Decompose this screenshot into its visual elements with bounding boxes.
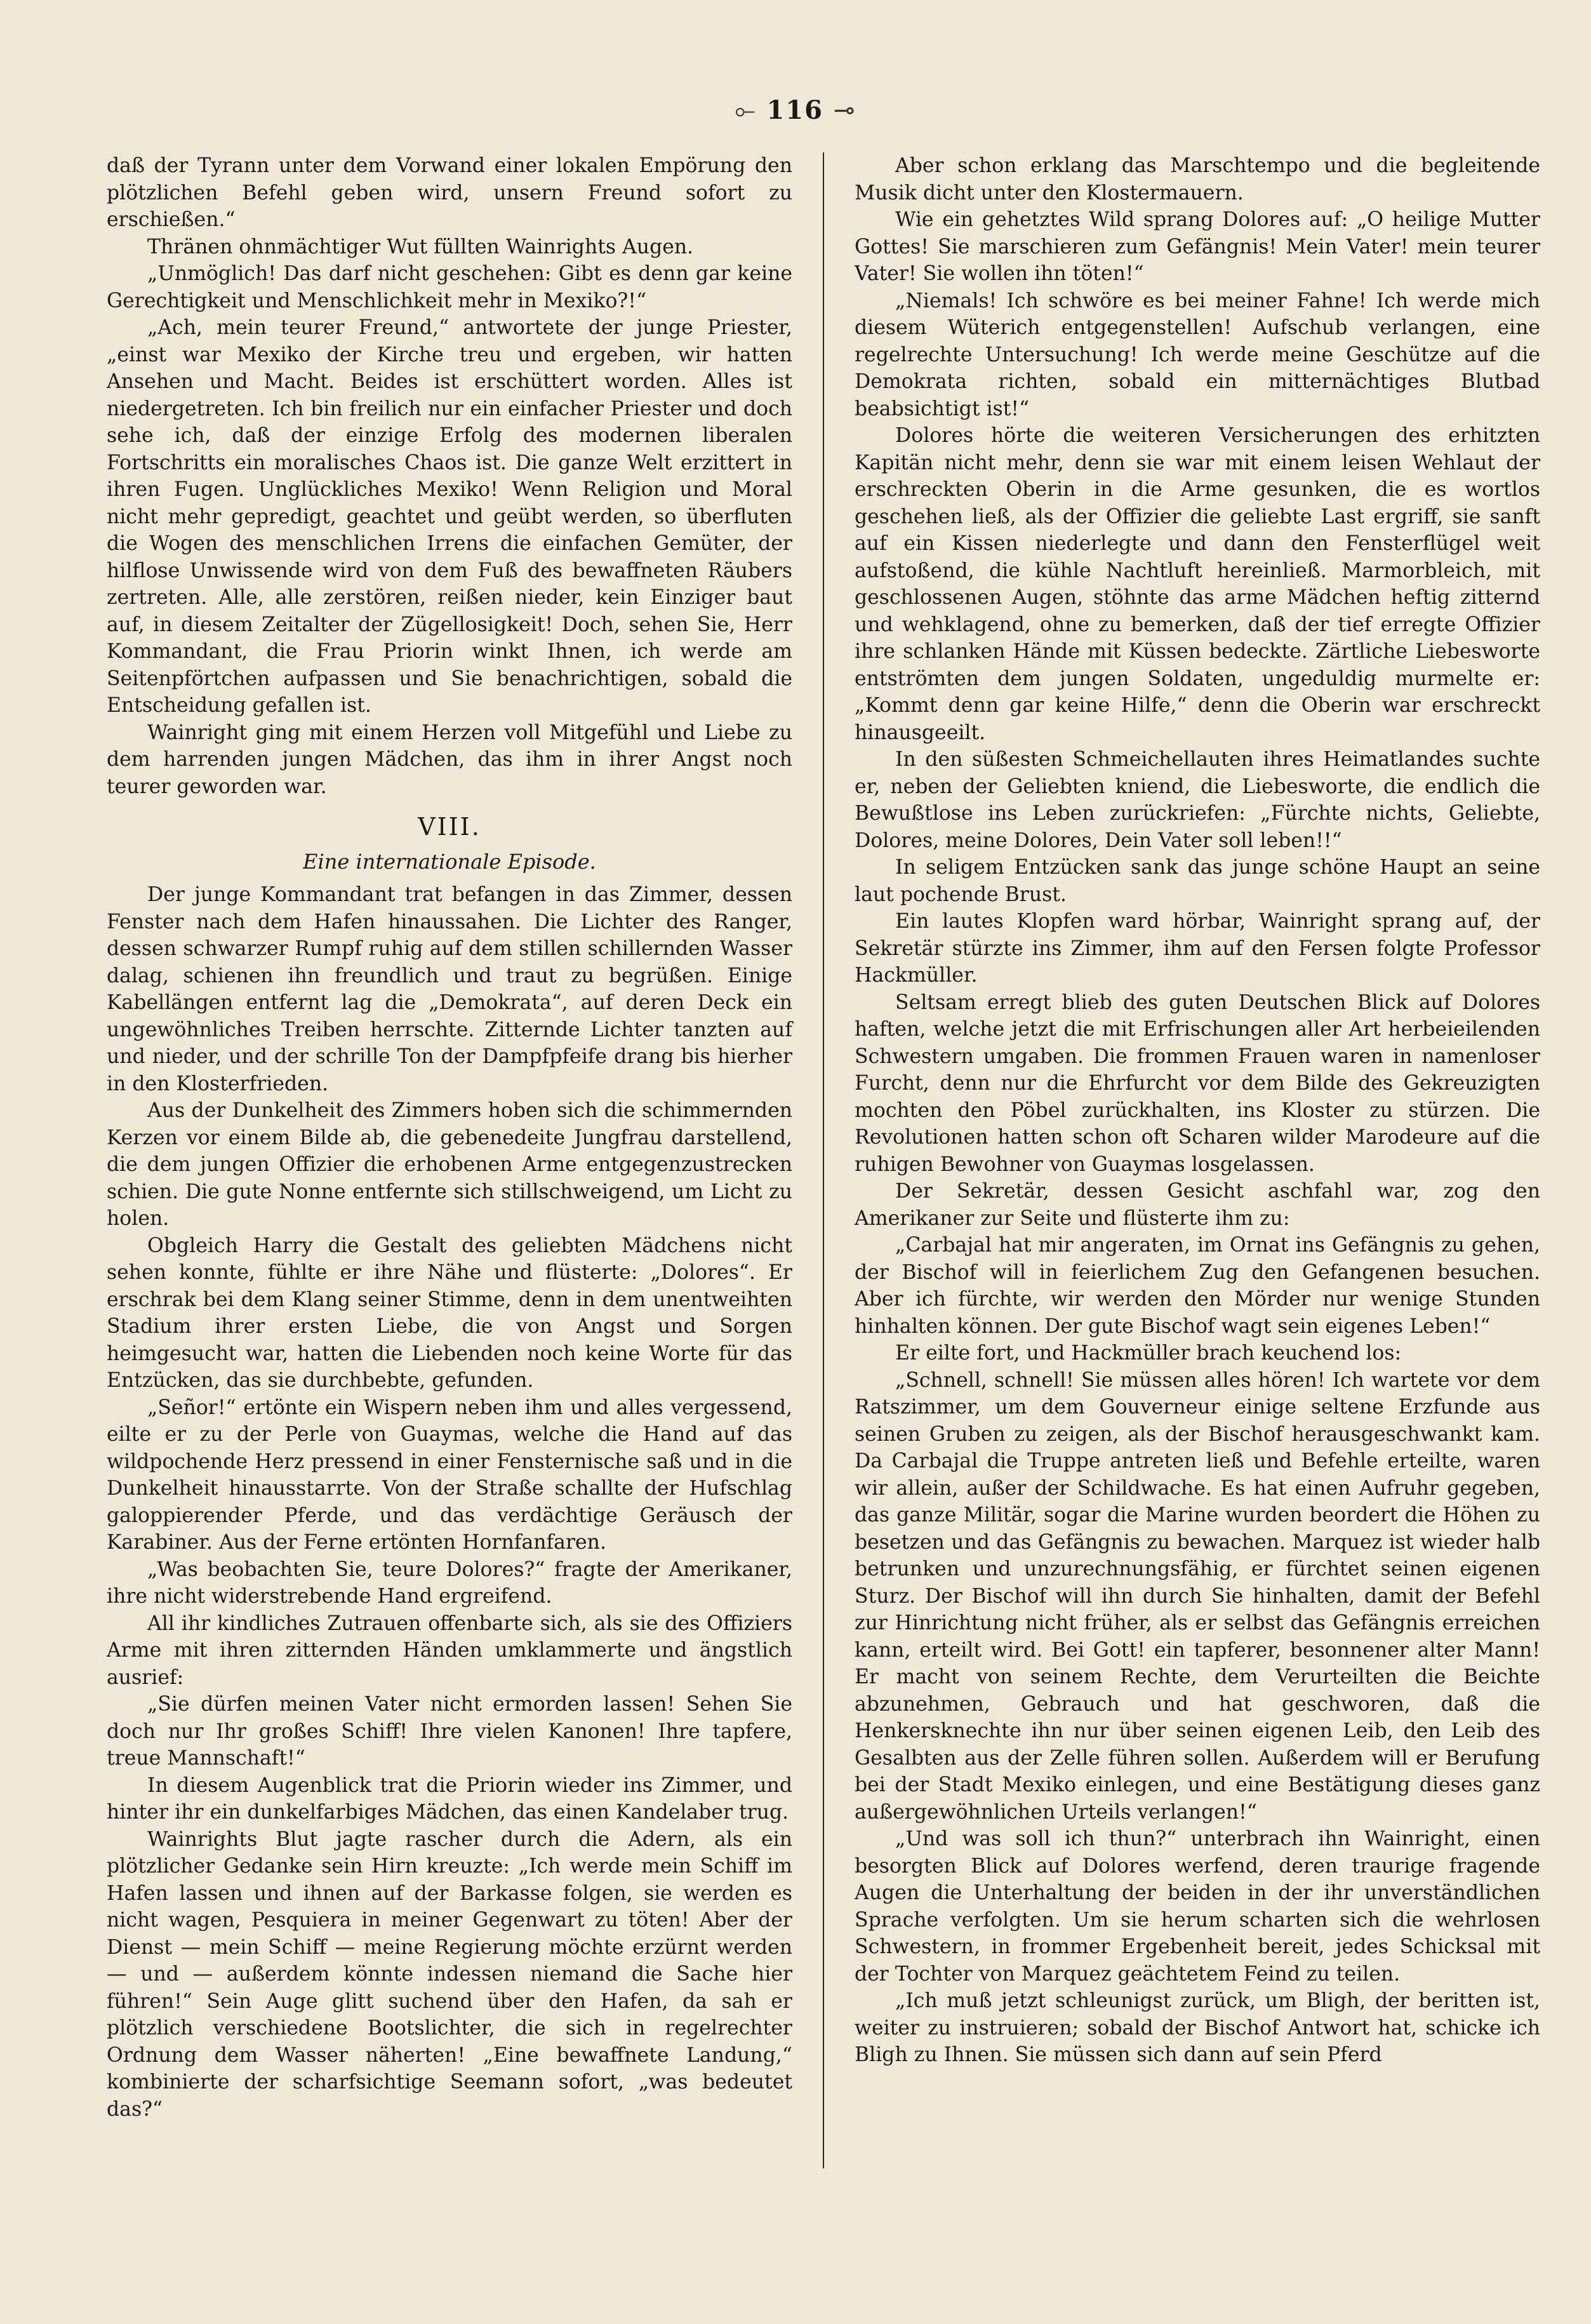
paragraph: „Unmöglich! Das darf nicht geschehen: Gibt es denn gar keine Gerechtigkeit und Menschlichkeit mehr in Mexiko?!“ (107, 262, 792, 312)
paragraph: Der junge Kommandant trat befangen in das Zimmer, dessen Fenster nach dem Hafen hinaussahen. Die Lichter des Ranger, dessen schwarzer Rumpf ruhig auf dem stillen schillernden Wasser dalag, schienen ihn freundlich und traut zu begrüßen. Einige Kabellängen entfernt lag die „Demokrata“, auf deren Deck ein ungewöhnliches Treiben herrschte. Zitternde Lichter tanzten auf und nieder, und der schrille Ton der Dampfpfeife drang bis hierher in den Klosterfrieden. (107, 883, 792, 1095)
paragraph: „Niemals! Ich schwöre es bei meiner Fahne! Ich werde mich diesem Wüterich entgegenstellen! Aufschub verlangen, eine regelrechte Untersuchung! Ich werde meine Geschütze auf die Demokrata richten, sobald ein mitternächtiges Blutbad beabsichtigt ist!“ (855, 289, 1540, 420)
ornament-left-icon: ⟜ (735, 96, 757, 125)
paragraph: All ihr kindliches Zutrauen offenbarte sich, als sie des Offiziers Arme mit ihren zitternden Händen umklammerte und ängstlich ausrief: (107, 1612, 792, 1689)
chapter-number: VIII. (418, 813, 481, 841)
paragraph: Wainrights Blut jagte rascher durch die Adern, als ein plötzlicher Gedanke sein Hirn kreuzte: „Ich werde mein Schiff im Hafen lassen und ihnen auf der Barkasse folgen, sie werden es nicht wagen, Pesquiera in meiner Gegenwart zu töten! Aber der Dienst — mein Schiff — meine Regierung möchte erzürnt werden — und — außerdem könnte indessen niemand die Sache hier führen!“ Sein Auge glitt suchend über den Hafen, da sah er plötzlich verschiedene Bootslichter, die sich in regelrechter Ordnung dem Wasser näherten! „Eine bewaffnete Landung,“ kombinierte der scharfsichtige Seemann sofort, „was bedeutet das?“ (107, 1827, 792, 2121)
paragraph: In seligem Entzücken sank das junge schöne Haupt an seine laut pochende Brust. (855, 856, 1540, 906)
paragraph: „Ich muß jetzt schleunigst zurück, um Bligh, der beritten ist, weiter zu instruieren; sobald der Bischof Antwort hat, schicke ich Bligh zu Ihnen. Sie müssen sich dann auf sein Pferd (855, 1989, 1540, 2066)
paragraph: „Señor!“ ertönte ein Wispern neben ihm und alles vergessend, eilte er zu der Perle von Guaymas, welche die Hand auf das wildpochende Herz pressend in einer Fensternische saß und in die Dunkelheit hinausstarrte. Von der Straße schallte der Hufschlag galoppierender Pferde, und das verdächtige Geräusch der Karabiner. Aus der Ferne ertönten Hornfanfaren. (107, 1396, 792, 1554)
paragraph: Dolores hörte die weiteren Versicherungen des erhitzten Kapitän nicht mehr, denn sie war mit einem leisen Wehlaut der erschreckten Oberin in die Arme gesunken, die es wortlos geschehen ließ, als der Offizier die geliebte Last ergriff, sie sanft auf ein Kissen niederlegte und dann den Fensterflügel weit aufstoßend, die kühle Nachtluft hereinließ. Marmorbleich, mit geschlossenen Augen, stöhnte das arme Mädchen heftig zitternd und wehklagend, ohne zu bemerken, daß der tief erregte Offizier ihre schlanken Hände mit Küssen bedeckte. Zärtliche Liebesworte entströmten dem jungen Soldaten, ungeduldig murmelte er: „Kommt denn gar keine Hilfe,“ denn die Oberin war erschreckt hinausgeeilt. (855, 424, 1540, 744)
paragraph: Thränen ohnmächtiger Wut füllten Wainrights Augen. (147, 235, 694, 258)
ornament-right-icon: ⊸ (833, 96, 856, 125)
paragraph: Obgleich Harry die Gestalt des geliebten Mädchens nicht sehen konnte, fühlte er ihre Nähe und flüsterte: „Dolores“. Er erschrak bei dem Klang seiner Stimme, denn in dem unentweihten Stadium ihrer ersten Liebe, die von Angst und Sorgen heimgesucht war, hatten die Liebenden noch keine Worte für das Entzücken, das sie durchbebte, gefunden. (107, 1234, 792, 1392)
paragraph: „Schnell, schnell! Sie müssen alles hören! Ich wartete vor dem Ratszimmer, um dem Gouverneur einige seltene Erzfunde aus seinen Gruben zu zeigen, als der Bischof herausgeschwankt kam. Da Carbajal die Truppe antreten ließ und Befehle erteilte, waren wir allein, außer der Schildwache. Es hat einen Aufruhr gegeben, das ganze Militär, sogar die Marine wurden beordert die Höhen zu besetzen und das Gefängnis zu bewachen. Marquez ist wieder halb betrunken und unzurechnungsfähig, er fürchtet seinen eigenen Sturz. Der Bischof will ihn durch Sie hinhalten, damit der Befehl zur Hinrichtung nicht früher, als er selbst das Gefängnis erreichen kann, erteilt wird. Bei Gott! ein tapferer, besonnener alter Mann! Er macht von seinem Rechte, dem Verurteilten die Beichte abzunehmen, Gebrauch und hat geschworen, daß die Henkersknechte ihn nur über seinen eigenen Leib, den Leib des Gesalbten aus der Zelle führen sollen. Außerdem will er Berufung bei der Stadt Mexiko einlegen, und eine Bestätigung dieses ganz außergewöhnlichen Urteils verlangen!“ (855, 1368, 1540, 1824)
left-column (107, 152, 792, 2123)
page-number: 116 (766, 95, 823, 125)
paragraph: Aus der Dunkelheit des Zimmers hoben sich die schimmernden Kerzen vor einem Bilde ab, die gebenedeite Jungfrau darstellend, die dem jungen Offizier die erhobenen Arme entgegenzustrecken schien. Die gute Nonne entfernte sich stillschweigend, um Licht zu holen. (107, 1099, 792, 1230)
paragraph: „Carbajal hat mir angeraten, im Ornat ins Gefängnis zu gehen, der Bischof will in feierlichem Zug den Gefangenen besuchen. Aber ich fürchte, wir werden den Mörder nur wenige Stunden hinhalten können. Der gute Bischof wagt sein eigenes Leben!“ (855, 1234, 1540, 1338)
column-divider (823, 152, 824, 2168)
paragraph: Seltsam erregt blieb des guten Deutschen Blick auf Dolores haften, welche jetzt die mit Erfrischungen aller Art herbeieilenden Schwestern umgaben. Die frommen Frauen waren in namenloser Furcht, denn nur die Ehrfurcht vor dem Bilde des Gekreuzigten mochten den Pöbel zurückhalten, ins Kloster zu stürzen. Die Revolutionen hatten schon oft Scharen wilder Marodeure auf die ruhigen Bewohner von Guaymas losgelassen. (855, 991, 1540, 1176)
paragraph: „Was beobachten Sie, teure Dolores?“ fragte der Amerikaner, ihre nicht widerstrebende Hand ergreifend. (107, 1558, 792, 1608)
paragraph: „Und was soll ich thun?“ unterbrach ihn Wainright, einen besorgten Blick auf Dolores werfend, deren traurige fragende Augen die Unterhaltung der beiden in der ihr unverständlichen Sprache verfolgten. Um sie herum scharten sich die wehrlosen Schwestern, in frommer Ergebenheit bereit, jedes Schicksal mit der Tochter von Marquez geächtetem Feind zu teilen. (855, 1827, 1540, 1986)
chapter-title: Eine internationale Episode. (303, 850, 596, 874)
paragraph: Der Sekretär, dessen Gesicht aschfahl war, zog den Amerikaner zur Seite und flüsterte ihm zu: (855, 1180, 1540, 1230)
paragraph: In den süßesten Schmeichellauten ihres Heimatlandes suchte er, neben der Geliebten kniend, die Liebesworte, die endlich die Bewußtlose ins Leben zurückriefen: „Fürchte nichts, Geliebte, Dolores, meine Dolores, Dein Vater soll leben!!“ (855, 748, 1540, 852)
paragraph: Wie ein gehetztes Wild sprang Dolores auf: „O heilige Mutter Gottes! Sie marschieren zum Gefängnis! Mein Vater! mein teurer Vater! Sie wollen ihn töten!“ (855, 208, 1540, 285)
paragraph: „Sie dürfen meinen Vater nicht ermorden lassen! Sehen Sie doch nur Ihr großes Schiff! Ihre vielen Kanonen! Ihre tapfere, treue Mannschaft!“ (107, 1693, 792, 1770)
paragraph: Aber schon erklang das Marschtempo und die begleitende Musik dicht unter den Klostermauern. (855, 154, 1540, 204)
right-column (855, 152, 1540, 2069)
paragraph: Er eilte fort, und Hackmüller brach keuchend los: (895, 1342, 1402, 1365)
paragraph: „Ach, mein teurer Freund,“ antwortete der junge Priester, „einst war Mexiko der Kirche treu und ergeben, wir hatten Ansehen und Macht. Beides ist erschüttert worden. Alles ist niedergetreten. Ich bin freilich nur ein einfacher Priester und doch sehe ich, daß der einzige Erfolg des modernen liberalen Fortschritts ein moralisches Chaos ist. Die ganze Welt erzittert in ihren Fugen. Unglückliches Mexiko! Wenn Religion und Moral nicht mehr gepredigt, geachtet und geübt werden, so überfluten die Wogen des menschlichen Irrens die einfachen Gemüter, der hilflose Unwissende wird von dem Fuß des bewaffneten Räubers zertreten. Alle, alle zerstören, reißen nieder, kein Einziger baut auf, in diesem Zeitalter der Zügellosigkeit! Doch, sehen Sie, Herr Kommandant, die Frau Priorin winkt Ihnen, ich werde am Seitenpförtchen aufpassen und Sie benachrichtigen, sobald die Entscheidung gefallen ist. (107, 316, 792, 717)
page-header (0, 95, 1591, 125)
paragraph: Wainright ging mit einem Herzen voll Mitgefühl und Liebe zu dem harrenden jungen Mädchen, das ihm in ihrer Angst noch teurer geworden war. (107, 721, 792, 798)
paragraph: daß der Tyrann unter dem Vorwand einer lokalen Empörung den plötzlichen Befehl geben wird, unsern Freund sofort zu erschießen.“ (107, 154, 792, 231)
paragraph: Ein lautes Klopfen ward hörbar, Wainright sprang auf, der Sekretär stürzte ins Zimmer, ihm auf den Fersen folgte Professor Hackmüller. (855, 910, 1540, 987)
paragraph: In diesem Augenblick trat die Priorin wieder ins Zimmer, und hinter ihr ein dunkelfarbiges Mädchen, das einen Kandelaber trug. (107, 1773, 792, 1824)
